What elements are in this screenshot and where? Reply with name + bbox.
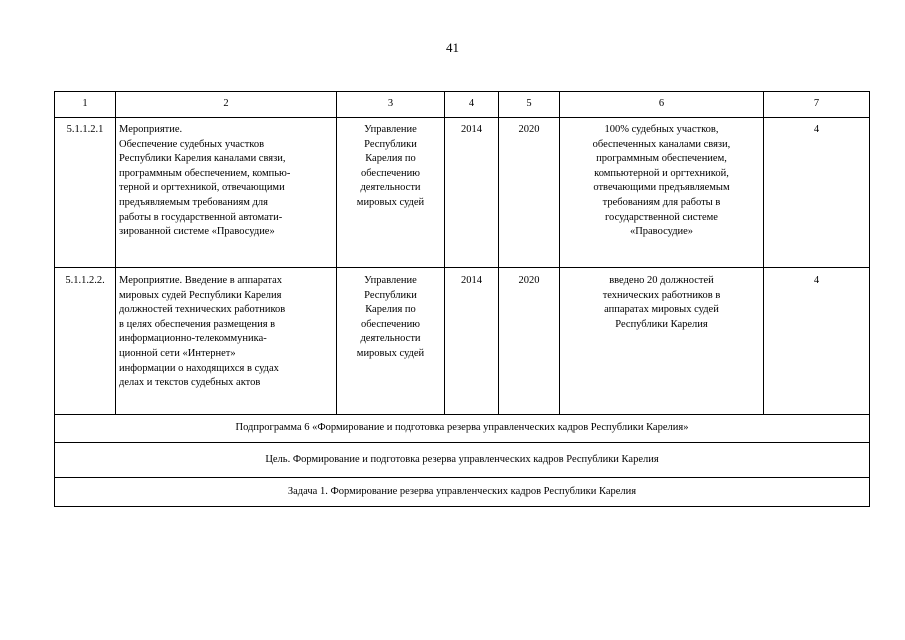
- header-cell: 6: [560, 92, 764, 118]
- page-number: 41: [446, 40, 459, 55]
- text-line: деятельности: [360, 333, 421, 345]
- expected-result: [560, 118, 764, 268]
- text-line: обеспеченных каналами связи,: [592, 138, 731, 150]
- task-text: Задача 1. Формирование резерва управленческих кадров Республики Карелия: [55, 478, 870, 507]
- text-line: в целях обеспечения размещения в: [119, 318, 276, 330]
- text-line: информационно-телекоммуника-: [119, 333, 267, 345]
- text-line: государственной системе: [605, 211, 718, 223]
- header-cell: 7: [764, 92, 870, 118]
- text-line: Обеспечение судебных участков: [119, 138, 265, 150]
- table-header-row: [55, 92, 870, 118]
- text-line: требованиям для работы в: [602, 196, 721, 208]
- event-description: [116, 268, 337, 415]
- start-year: 2014: [445, 268, 499, 415]
- text-line: технических работников в: [602, 289, 721, 301]
- text-line: отвечающими предъявляемым: [593, 182, 730, 194]
- row-number: 5.1.1.2.1: [55, 118, 116, 268]
- text-line: программным обеспечением, компью-: [119, 167, 291, 179]
- indicator-ref: 4: [764, 118, 870, 268]
- text-line: предъявляемым требованиям для: [119, 196, 268, 208]
- text-line: компьютерной и оргтехникой,: [594, 167, 729, 179]
- header-cell: 4: [445, 92, 499, 118]
- text-line: «Правосудие»: [629, 226, 694, 238]
- event-description: [116, 118, 337, 268]
- text-line: зированной системе «Правосудие»: [119, 226, 275, 238]
- table-row: [55, 118, 870, 268]
- text-line: Карелия по: [365, 153, 416, 165]
- text-line: мировых судей: [356, 196, 425, 208]
- header-cell: 2: [116, 92, 337, 118]
- start-year: 2014: [445, 118, 499, 268]
- header-cell: 3: [337, 92, 445, 118]
- end-year: 2020: [499, 118, 560, 268]
- table-row: [55, 268, 870, 415]
- text-line: работы в государственной автомати-: [119, 211, 283, 223]
- goal-text: Цель. Формирование и подготовка резерва управленческих кадров Республики Карелия: [55, 443, 870, 478]
- text-line: деятельности: [360, 182, 421, 194]
- text-line: Мероприятие.: [119, 124, 183, 135]
- text-line: Республики Карелия: [615, 318, 708, 330]
- text-line: Республики: [364, 138, 417, 150]
- executor: [337, 268, 445, 415]
- text-line: программным обеспечением,: [596, 153, 727, 165]
- goal-row: [55, 443, 870, 478]
- header-cell: 1: [55, 92, 116, 118]
- text-line: мировых судей: [356, 347, 425, 359]
- text-line: обеспечению: [360, 318, 421, 330]
- executor: [337, 118, 445, 268]
- text-line: информации о находящихся в судах: [119, 362, 279, 374]
- text-line: Управление: [364, 275, 417, 286]
- text-line: делах и текстов судебных актов: [119, 377, 261, 389]
- text-line: терной и оргтехникой, отвечающими: [119, 182, 285, 194]
- measures-table: [54, 91, 870, 507]
- text-line: аппаратах мировых судей: [604, 304, 719, 316]
- text-line: 100% судебных участков,: [604, 124, 719, 135]
- text-line: должностей технических работников: [119, 304, 286, 316]
- row-number: 5.1.1.2.2.: [55, 268, 116, 415]
- subprogram-title: Подпрограмма 6 «Формирование и подготовка резерва управленческих кадров Республики Карелия»: [55, 415, 870, 443]
- task-row: [55, 478, 870, 507]
- text-line: Республики: [364, 289, 417, 301]
- text-line: введено 20 должностей: [609, 275, 714, 286]
- text-line: Мероприятие. Введение в аппаратах: [119, 275, 283, 286]
- text-line: Управление: [364, 124, 417, 135]
- text-line: обеспечению: [360, 167, 421, 179]
- text-line: Карелия по: [365, 304, 416, 316]
- end-year: 2020: [499, 268, 560, 415]
- text-line: Республики Карелия каналами связи,: [119, 153, 286, 165]
- expected-result: [560, 268, 764, 415]
- subprogram-row: [55, 415, 870, 443]
- text-line: мировых судей Республики Карелия: [119, 289, 282, 301]
- indicator-ref: 4: [764, 268, 870, 415]
- header-cell: 5: [499, 92, 560, 118]
- text-line: ционной сети «Интернет»: [119, 347, 236, 359]
